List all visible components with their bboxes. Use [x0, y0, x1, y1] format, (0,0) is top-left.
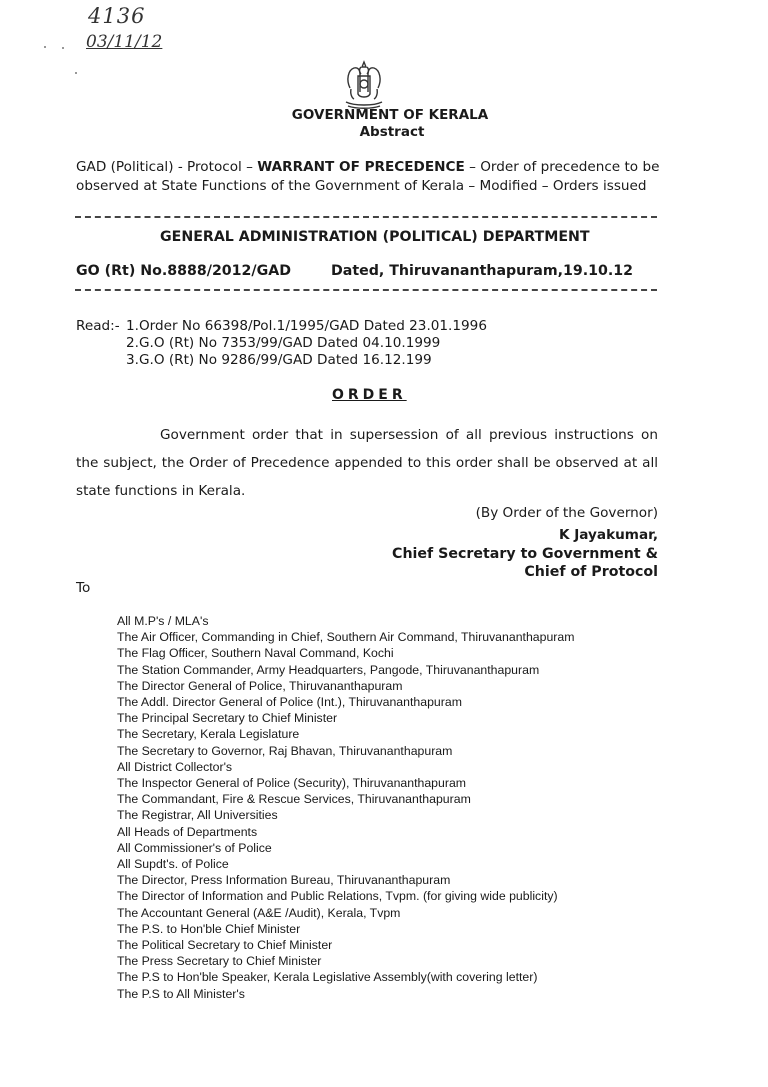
recipient-item: All Supdt's. of Police: [117, 857, 229, 872]
go-number: GO (Rt) No.8888/2012/GAD: [76, 263, 292, 279]
department-title: GENERAL ADMINISTRATION (POLITICAL) DEPARTMENT: [160, 229, 590, 245]
recipient-item: The Accountant General (A&E /Audit), Kerala, Tvpm: [117, 905, 401, 920]
go-date: Dated, Thiruvananthapuram,19.10.12: [331, 263, 634, 279]
recipient-item: The P.S to Hon'ble Speaker, Kerala Legislative Assembly(with covering letter): [117, 970, 538, 985]
subject-line: [76, 158, 666, 196]
recipient-item: All District Collector's: [117, 759, 233, 774]
scan-speck: [44, 46, 46, 48]
read-item: 2.G.O (Rt) No 7353/99/GAD Dated 04.10.1999: [126, 335, 441, 351]
subject-prefix: GAD (Political) - Protocol –: [76, 159, 258, 175]
recipient-item: The Director, Press Information Bureau, Thiruvananthapuram: [117, 873, 451, 888]
recipient-item: The Inspector General of Police (Security), Thiruvananthapuram: [117, 776, 467, 791]
order-body: Government order that in supersession of all previous instructions on the subject, the Order of Precedence appended to this order shall be observed at all state functions in Kerala.: [76, 427, 658, 499]
recipient-item: All Commissioner's of Police: [117, 840, 272, 855]
signatory-name: K Jayakumar,: [558, 527, 658, 543]
recipient-item: The Registrar, All Universities: [117, 808, 278, 823]
handwritten-number: 4136: [88, 4, 146, 28]
recipient-item: The Principal Secretary to Chief Minister: [117, 711, 338, 726]
signatory-title-line: Chief of Protocol: [524, 564, 658, 580]
read-label: Read:-: [76, 318, 120, 334]
signatory-title-line: Chief Secretary to Government &: [392, 546, 658, 562]
to-label: To: [76, 580, 91, 596]
read-list: [126, 318, 487, 369]
read-item: 1.Order No 66398/Pol.1/1995/GAD Dated 23.01.1996: [126, 318, 487, 334]
subject-bold: WARRANT OF PRECEDENCE: [257, 159, 465, 175]
dashed-divider: [75, 216, 657, 218]
recipients-list: [117, 613, 575, 1002]
recipient-item: The Director General of Police, Thiruvananthapuram: [117, 678, 403, 693]
recipient-item: The Secretary, Kerala Legislature: [117, 727, 300, 742]
order-heading: ORDER: [332, 387, 407, 403]
scan-speck: [75, 72, 77, 74]
recipient-item: The Commandant, Fire & Rescue Services, Thiruvananthapuram: [117, 792, 471, 807]
recipient-item: The Air Officer, Commanding in Chief, Southern Air Command, Thiruvananthapuram: [117, 630, 575, 645]
recipient-item: The Press Secretary to Chief Minister: [117, 954, 322, 969]
kerala-emblem-icon: [340, 58, 388, 110]
subject-suffix: – Order of precedence to be observed at State Functions of the Government of Kerala – Modified – Orders issued: [76, 159, 660, 194]
signatory-title: [392, 545, 658, 581]
recipient-item: All M.P's / MLA's: [117, 614, 209, 628]
recipient-item: The P.S. to Hon'ble Chief Minister: [117, 921, 301, 936]
scan-speck: [62, 47, 64, 49]
handwritten-date: 03/11/12: [86, 32, 163, 52]
recipient-item: The Addl. Director General of Police (Int.), Thiruvananthapuram: [117, 695, 462, 710]
government-title: GOVERNMENT OF KERALA: [291, 107, 489, 123]
recipient-item: The Director of Information and Public Relations, Tvpm. (for giving wide publicity): [117, 889, 558, 904]
read-item: 3.G.O (Rt) No 9286/99/GAD Dated 16.12.199: [126, 352, 432, 368]
abstract-title: Abstract: [359, 124, 425, 140]
recipient-item: The Flag Officer, Southern Naval Command, Kochi: [117, 646, 394, 661]
recipient-item: The Station Commander, Army Headquarters, Pangode, Thiruvananthapuram: [117, 662, 540, 677]
recipient-item: All Heads of Departments: [117, 824, 258, 839]
recipient-item: The Political Secretary to Chief Minister: [117, 938, 333, 953]
by-order-line: (By Order of the Governor): [475, 505, 658, 521]
recipient-item: The Secretary to Governor, Raj Bhavan, Thiruvananthapuram: [117, 743, 453, 758]
dashed-divider: [75, 289, 657, 291]
recipient-item: The P.S to All Minister's: [117, 986, 245, 1001]
